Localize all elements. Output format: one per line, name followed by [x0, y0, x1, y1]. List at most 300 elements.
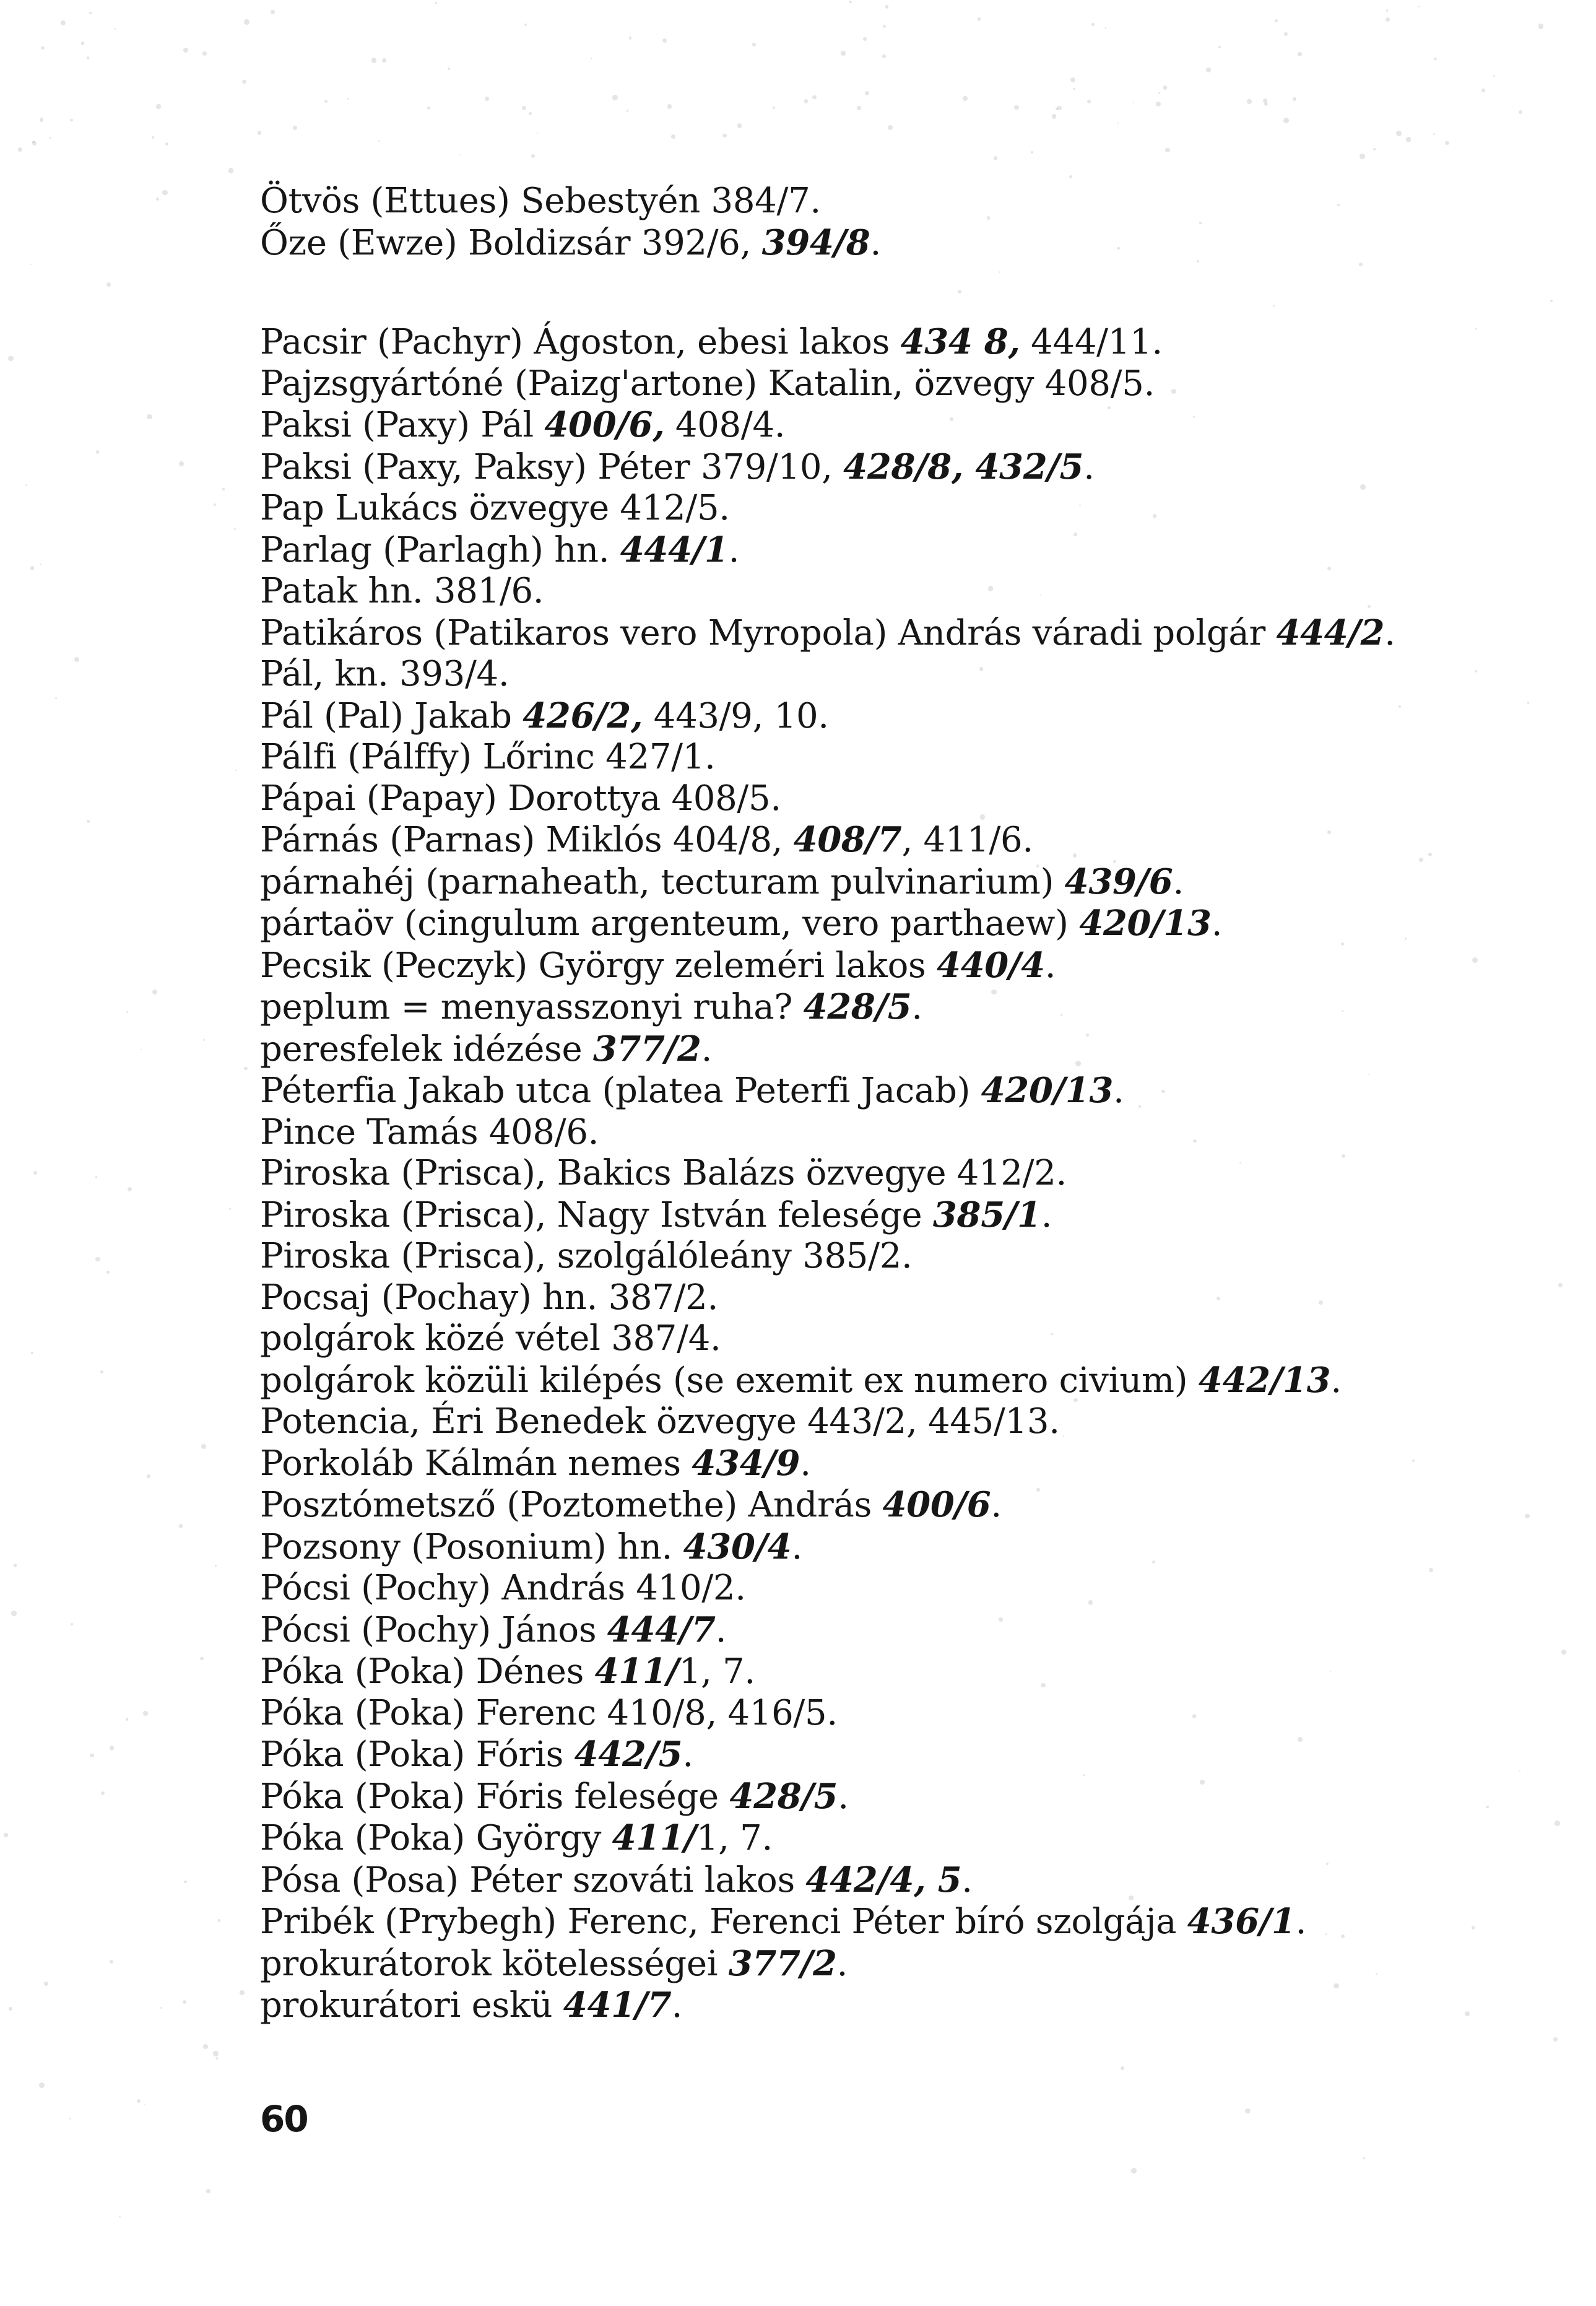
page-reference-italic: 442/4, 5 [805, 1859, 962, 1900]
page-reference-italic: 420/13 [1079, 903, 1212, 944]
entry-text: Piroska (Prisca), Bakics Balázs özvegye 412/2. [260, 1153, 1067, 1193]
entry-text: Pribék (Prybegh) Ferenc, Ferenci Péter bíró szolgája [260, 1902, 1187, 1942]
scan-speck [1121, 2066, 1124, 2070]
scan-speck [1538, 24, 1543, 28]
scan-speck [963, 96, 968, 101]
scan-speck [1091, 23, 1095, 26]
scan-speck [11, 1611, 17, 1616]
scan-speck [1298, 52, 1302, 56]
scan-speck [1386, 17, 1390, 22]
scan-speck [1117, 123, 1119, 124]
scan-speck [1519, 1770, 1520, 1772]
index-entry [260, 181, 1498, 222]
scan-speck [804, 99, 809, 103]
index-entry [260, 1401, 1498, 1443]
scan-speck [31, 1352, 33, 1354]
scan-speck [1553, 2037, 1558, 2042]
entry-text: Pajzsgyártóné (Paizg'artone) Katalin, özvegy 408/5. [260, 363, 1155, 404]
entry-text: peplum = menyasszonyi ruha? [260, 987, 804, 1027]
scan-speck [529, 112, 532, 115]
entry-text: Péterfia Jakab utca (platea Peterfi Jacab) [260, 1071, 981, 1111]
scan-speck [44, 1982, 48, 1986]
index-entry [260, 222, 1498, 264]
entry-text: Pacsir (Pachyr) Ágoston, ebesi lakos [260, 322, 901, 362]
entry-text: . [1330, 1360, 1342, 1401]
entry-text: Patikáros (Patikaros vero Myropola) András váradi polgár [260, 612, 1277, 653]
index-entry [260, 1943, 1498, 1985]
scan-speck [61, 20, 66, 25]
page-reference-italic: 400/6, [544, 404, 665, 445]
scan-speck [110, 1746, 114, 1750]
scan-speck [41, 46, 45, 50]
entry-text: Paksi (Paxy, Paksy) Péter 379/10, [260, 446, 844, 487]
entry-text: Pósa (Posa) Péter szováti lakos [260, 1860, 806, 1900]
scan-speck [1386, 9, 1389, 12]
entry-text: Póka (Poka) György [260, 1818, 612, 1858]
scan-speck [214, 503, 216, 506]
entry-text: pártaöv (cingulum argenteum, vero parthaew) [260, 903, 1080, 944]
scan-speck [95, 1257, 100, 1261]
entry-text: . [1211, 903, 1223, 944]
scan-speck [240, 1990, 245, 1995]
index-entry [260, 446, 1498, 489]
index-entry [260, 986, 1498, 1029]
page-reference-italic: 400/6 [882, 1484, 991, 1525]
scan-speck [1525, 1514, 1529, 1518]
entry-text: . [911, 987, 922, 1027]
scan-speck [100, 1370, 103, 1373]
page-reference-italic: 434 8, [900, 321, 1020, 362]
scan-speck [1264, 102, 1268, 106]
page-reference-italic: 420/13 [981, 1070, 1114, 1111]
scan-speck [39, 2082, 45, 2088]
scan-speck [213, 2051, 218, 2056]
entry-text: Pálfi (Pálffy) Lőrinc 427/1. [260, 737, 716, 777]
entry-text: . [682, 1734, 693, 1775]
page-reference-italic: 411/ [594, 1651, 679, 1692]
index-entry [260, 1776, 1498, 1818]
scan-speck [165, 142, 169, 146]
page-reference-italic: 434/9 [692, 1442, 800, 1484]
entry-text: Parlag (Parlagh) hn. [260, 529, 620, 570]
scan-speck [126, 1718, 129, 1721]
entry-text: . [1173, 861, 1184, 902]
scan-speck [203, 2044, 208, 2049]
scan-speck [857, 106, 861, 110]
scan-speck [222, 488, 224, 490]
entry-text: prokurátorok kötelességei [260, 1943, 729, 1984]
scan-speck [1519, 110, 1522, 114]
page-reference-italic: 394/8 [761, 222, 870, 263]
scan-speck [106, 282, 111, 287]
scan-speck [1283, 118, 1289, 123]
entry-text: polgárok közé vétel 387/4. [260, 1318, 721, 1359]
page-reference-italic: 436/1 [1187, 1901, 1296, 1942]
scan-speck [183, 2000, 186, 2004]
entry-text: Póka (Poka) Fóris felesége [260, 1776, 730, 1817]
scan-speck [1165, 148, 1170, 153]
entry-text: Pecsik (Peczyk) György zeleméri lakos [260, 945, 937, 986]
scan-speck [87, 820, 90, 823]
scan-speck [448, 67, 450, 70]
scan-speck [522, 106, 526, 110]
entry-text: 444/11. [1020, 322, 1163, 362]
scan-speck [115, 28, 116, 29]
scan-speck [216, 2057, 218, 2059]
page-reference-italic: 377/2 [592, 1028, 701, 1069]
scan-speck [293, 126, 297, 130]
scan-speck [95, 1176, 98, 1178]
scan-speck [378, 140, 379, 141]
entry-text: . [715, 1609, 727, 1650]
entry-text: Ötvös (Ettues) Sebestyén 384/7. [260, 181, 821, 221]
entry-text: Posztómetsző (Poztomethe) András [260, 1485, 883, 1525]
scan-speck [1131, 2168, 1137, 2173]
scan-speck [667, 104, 672, 108]
scan-speck [1014, 105, 1019, 110]
scan-speck [1445, 141, 1449, 146]
index-entry [260, 945, 1498, 987]
entry-text: Pocsaj (Pochay) hn. 387/2. [260, 1277, 718, 1318]
page-reference-italic: 385/1 [932, 1194, 1041, 1235]
scan-speck [371, 58, 376, 63]
scan-speck [244, 19, 249, 25]
scan-speck [229, 1208, 231, 1210]
scan-speck [1406, 137, 1411, 142]
scan-speck [30, 566, 34, 570]
entry-text: Paksi (Paxy) Pál [260, 405, 545, 445]
entry-text: Pócsi (Pochy) János [260, 1609, 607, 1650]
scan-speck [55, 697, 57, 699]
index-entry [260, 321, 1498, 363]
scan-speck [1052, 114, 1057, 119]
scan-speck [215, 1565, 217, 1567]
index-entry [260, 1360, 1498, 1402]
scan-speck [841, 51, 845, 55]
entry-text: Póka (Poka) Ferenc 410/8, 416/5. [260, 1692, 838, 1733]
entry-text: 1, 7. [679, 1651, 755, 1692]
entry-text: Párnás (Parnas) Miklós 404/8, [260, 820, 794, 860]
entry-text: Potencia, Éri Benedek özvegye 443/2, 445/13. [260, 1401, 1060, 1442]
scan-speck [200, 1657, 204, 1661]
scan-speck [128, 1187, 132, 1191]
scan-speck [30, 264, 32, 266]
entry-text: . [836, 1943, 848, 1984]
scan-speck [1555, 1821, 1560, 1826]
scan-speck [1087, 100, 1091, 103]
scan-speck [888, 125, 893, 130]
index-entry [260, 654, 1498, 695]
index-entry [260, 1070, 1498, 1112]
index-entry [260, 529, 1498, 572]
scan-speck [1396, 131, 1402, 136]
page-number: 60 [260, 2098, 308, 2140]
index-entry [260, 612, 1498, 655]
index-entry [260, 861, 1498, 903]
entry-text: 1, 7. [696, 1818, 773, 1858]
entry-text: Őze (Ewze) Boldizsár 392/6, [260, 222, 762, 263]
index-entry [260, 903, 1498, 945]
scan-speck [147, 414, 152, 419]
page-reference-italic: 444/7 [607, 1609, 716, 1650]
entry-text: , 411/6. [901, 820, 1033, 860]
entry-text: Pál, kn. 393/4. [260, 654, 510, 694]
entry-text: Póka (Poka) Dénes [260, 1651, 595, 1692]
scan-speck [156, 198, 159, 201]
entry-text: Pap Lukács özvegye 412/5. [260, 488, 730, 528]
scan-speck [1284, 32, 1288, 36]
entry-text: . [671, 1985, 683, 2025]
scan-speck [244, 1067, 248, 1071]
entry-text: . [800, 1443, 811, 1484]
entry-text: Póka (Poka) Fóris [260, 1734, 575, 1775]
page-reference-italic: 426/2, [523, 695, 643, 736]
scan-speck [234, 528, 236, 530]
scan-speck [1373, 148, 1376, 150]
page-reference-italic: 377/2 [728, 1943, 837, 1984]
scan-speck [202, 51, 207, 56]
scan-speck [147, 1474, 150, 1478]
page-reference-italic: 411/ [612, 1817, 696, 1858]
scan-speck [629, 37, 632, 40]
entry-text: Pozsony (Posonium) hn. [260, 1526, 683, 1567]
scan-speck [218, 1919, 221, 1922]
scan-speck [1363, 2157, 1364, 2159]
scan-speck [1245, 2108, 1251, 2114]
scan-speck [1156, 102, 1161, 107]
page-reference-italic: 444/1 [620, 529, 729, 570]
scan-speck [69, 2118, 71, 2120]
index-entry [260, 1901, 1498, 1943]
scan-speck [773, 107, 775, 109]
scan-speck [9, 2007, 12, 2011]
scan-speck [87, 56, 89, 59]
scan-speck [1133, 102, 1134, 103]
entry-text: Pince Tamás 408/6. [260, 1112, 599, 1152]
scan-speck [271, 10, 275, 14]
scan-speck [752, 43, 756, 46]
entry-text: . [701, 1029, 713, 1069]
entry-text: Pócsi (Pochy) András 410/2. [260, 1568, 746, 1608]
entry-text: . [838, 1776, 849, 1817]
scan-speck [40, 563, 42, 565]
scan-speck [144, 2104, 145, 2105]
scan-speck [978, 17, 981, 21]
scan-speck [591, 58, 592, 59]
scan-speck [162, 190, 168, 196]
index-entry [260, 1484, 1498, 1526]
index-entry [260, 1194, 1498, 1237]
scan-speck [143, 1711, 147, 1715]
index-entry [260, 1609, 1498, 1651]
scan-speck [1218, 46, 1221, 48]
index-entry [260, 1734, 1498, 1776]
scan-speck [90, 1754, 94, 1758]
page-reference-italic: 442/13 [1198, 1359, 1331, 1401]
scan-speck [849, 1, 851, 3]
scan-speck [183, 48, 188, 53]
entry-text: . [1041, 1194, 1052, 1235]
scan-speck [101, 1791, 105, 1796]
scan-speck [722, 134, 726, 137]
index-entry [260, 1236, 1498, 1277]
scan-speck [537, 133, 538, 134]
index-entry [260, 1651, 1498, 1693]
scan-speck [485, 97, 489, 101]
index-entry [260, 363, 1498, 405]
index-entry [260, 571, 1498, 612]
scan-speck [70, 119, 72, 121]
page-reference-italic: 440/4 [936, 944, 1045, 986]
index-entry [260, 488, 1498, 529]
scan-speck [627, 110, 629, 112]
entry-text: . [991, 1485, 1002, 1525]
scan-speck [882, 54, 886, 58]
scan-speck [1158, 92, 1160, 94]
scan-speck [33, 1171, 37, 1175]
page-reference-italic: 428/5 [803, 986, 912, 1027]
entry-text: . [791, 1526, 802, 1567]
scan-speck [1550, 300, 1553, 302]
scan-speck [1418, 6, 1420, 7]
scan-speck [1527, 702, 1529, 703]
scan-speck [14, 1564, 17, 1567]
scan-speck [612, 95, 618, 100]
entry-text: . [728, 529, 740, 570]
scan-speck [126, 1011, 128, 1013]
scan-speck [74, 657, 79, 662]
scan-speck [1031, 151, 1033, 154]
scan-speck [524, 24, 527, 26]
index-entry [260, 778, 1498, 820]
scan-speck [89, 12, 92, 14]
scan-speck [324, 100, 327, 103]
page-reference-italic: 428/8, 432/5 [843, 446, 1084, 487]
scan-speck [1275, 19, 1278, 23]
index-entry [260, 819, 1498, 861]
entry-text: 408/4. [664, 405, 786, 445]
entry-text: polgárok közüli kilépés (se exemit ex numero civium) [260, 1360, 1199, 1401]
index-entry [260, 1817, 1498, 1860]
group-separator [260, 264, 1498, 321]
page-reference-italic: 444/2 [1276, 612, 1385, 653]
scan-speck [1073, 88, 1075, 90]
scan-speck [4, 1833, 7, 1837]
index-entry [260, 1860, 1498, 1902]
scan-speck [141, 1049, 142, 1050]
scan-speck [156, 104, 161, 109]
scan-speck [994, 156, 997, 160]
index-entry [260, 1568, 1498, 1609]
scan-speck [863, 37, 867, 41]
scan-speck [137, 2099, 141, 2103]
scan-speck [737, 123, 742, 128]
index-list [260, 181, 1498, 2027]
scan-speck [18, 147, 22, 152]
scan-speck [671, 134, 676, 139]
entry-text: . [1083, 446, 1095, 487]
page-reference-italic: 408/7 [793, 819, 902, 860]
scan-speck [1434, 58, 1436, 60]
scan-speck [184, 1881, 187, 1884]
index-entry [260, 1029, 1498, 1071]
entry-text: peresfelek idézése [260, 1029, 593, 1069]
scan-speck [1163, 85, 1167, 89]
entry-text: . [1295, 1902, 1307, 1942]
scan-speck [347, 98, 349, 100]
scan-speck [8, 356, 13, 361]
index-entry [260, 1526, 1498, 1569]
scan-speck [1069, 175, 1072, 178]
scan-speck [106, 1271, 110, 1274]
index-entry [260, 737, 1498, 778]
entry-text: . [870, 222, 881, 263]
index-entry [260, 404, 1498, 446]
scan-speck [179, 1524, 183, 1528]
index-entry [260, 1443, 1498, 1485]
index-entry [260, 1693, 1498, 1734]
scan-speck [235, 770, 236, 771]
scan-speck [1206, 67, 1211, 72]
scan-speck [1360, 154, 1365, 159]
scan-speck [812, 95, 817, 100]
index-entry [260, 1318, 1498, 1360]
entry-text: Piroska (Prisca), Nagy István felesége [260, 1194, 933, 1235]
scan-speck [50, 137, 51, 138]
scan-speck [40, 118, 43, 121]
entry-text: . [1384, 612, 1395, 653]
scan-speck [427, 107, 430, 110]
scan-speck [435, 2, 437, 4]
index-entry [260, 1112, 1498, 1154]
scan-speck [1293, 97, 1296, 101]
index-entry [260, 1985, 1498, 2027]
scan-speck [865, 91, 869, 95]
scan-speck [662, 38, 667, 43]
scan-speck [885, 5, 889, 9]
scan-speck [81, 41, 85, 45]
scan-speck [110, 1960, 113, 1964]
scan-speck [152, 136, 154, 139]
scan-speck [119, 2216, 121, 2218]
scan-speck [258, 131, 262, 135]
scan-speck [1433, 133, 1435, 135]
index-entry [260, 1153, 1498, 1194]
entry-text: párnahéj (parnaheath, tecturam pulvinarium) [260, 861, 1065, 902]
scan-speck [160, 2007, 162, 2009]
entry-text: 443/9, 10. [643, 695, 829, 736]
scan-speck [1558, 1283, 1563, 1287]
index-entry [260, 1277, 1498, 1319]
scan-speck [1105, 27, 1107, 29]
scan-speck [179, 461, 184, 466]
entry-text: Piroska (Prisca), szolgálóleány 385/2. [260, 1236, 913, 1276]
scan-speck [1247, 99, 1252, 104]
scan-speck [25, 484, 27, 486]
scan-speck [242, 80, 246, 84]
scan-speck [1481, 89, 1485, 92]
page-reference-italic: 442/5 [574, 1734, 683, 1775]
entry-text: prokurátori eskü [260, 1985, 563, 2025]
scan-speck [531, 154, 535, 158]
scan-speck [459, 154, 460, 155]
entry-text: Pál (Pal) Jakab [260, 695, 523, 736]
scan-speck [1493, 75, 1495, 77]
entry-text: Porkoláb Kálmán nemes [260, 1443, 692, 1484]
scan-speck [1070, 77, 1075, 82]
page-reference-italic: 441/7 [563, 1985, 672, 2025]
scan-speck [228, 168, 233, 173]
